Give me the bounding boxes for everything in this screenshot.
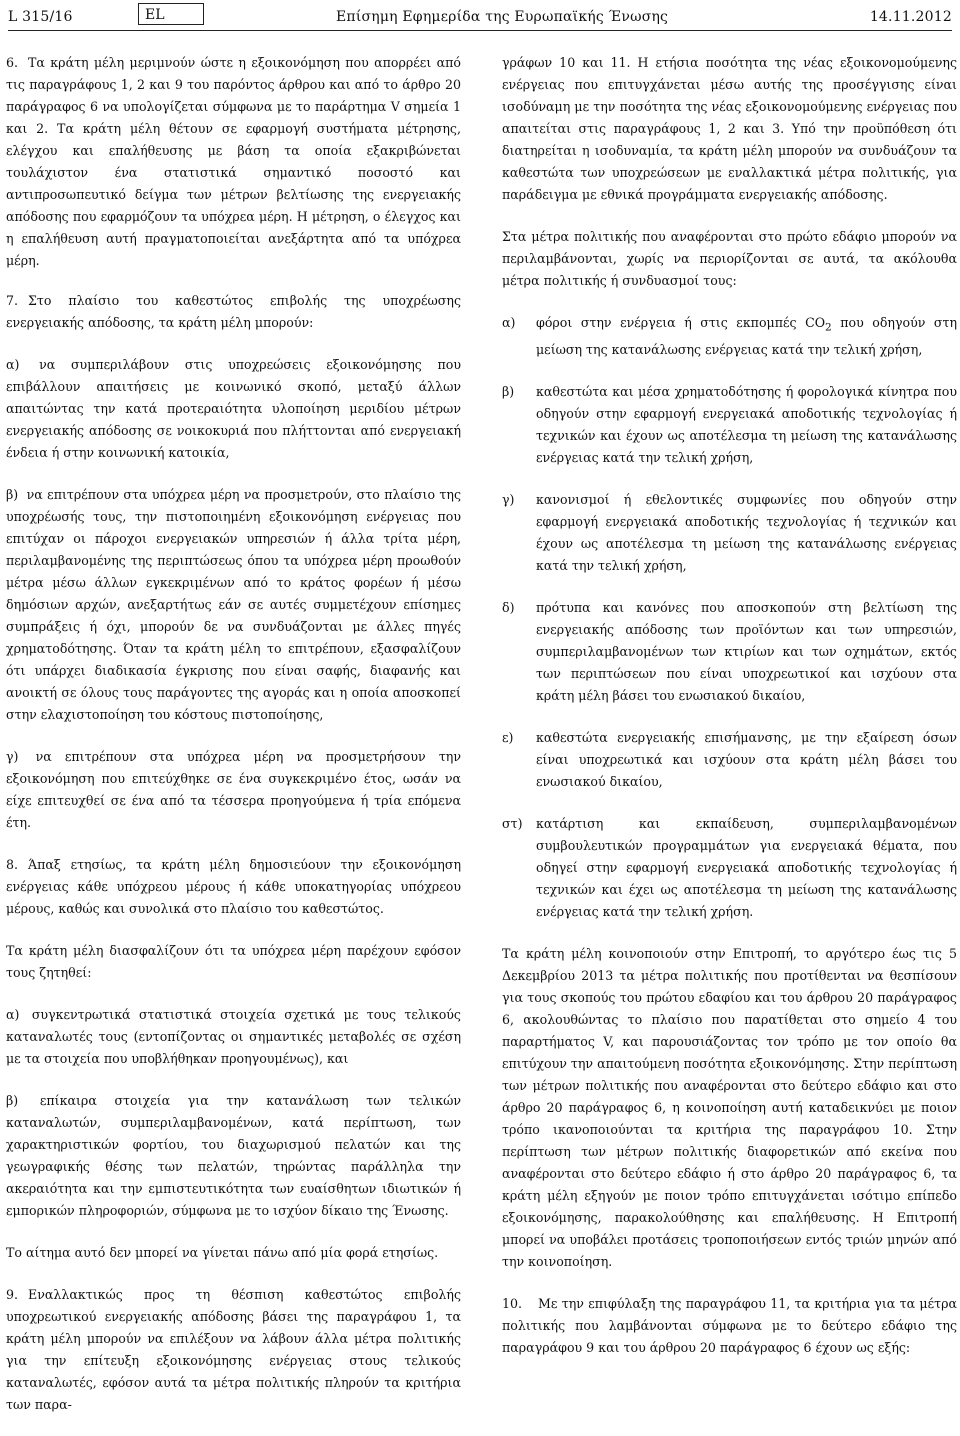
page-header bbox=[8, 3, 952, 27]
language-code-box bbox=[138, 3, 204, 25]
item-marker: β) bbox=[502, 383, 515, 399]
language-code: EL bbox=[145, 7, 165, 23]
paragraph-7 bbox=[6, 290, 461, 334]
item-text: συγκεντρωτικά στατιστικά στοιχεία σχετικά με τους τελικούς καταναλωτές τους (εντοπίζοντας οι σημαντικές μεταβολές σε σχέση με τα στοιχεία που υποβλήθηκαν προηγουμένως), και bbox=[6, 1007, 461, 1066]
list-item bbox=[502, 312, 957, 361]
paragraph-8-subparagraph: Τα κράτη μέλη διασφαλίζουν ότι τα υπόχρεα μέρη παρέχουν εφόσον τους ζητηθεί: bbox=[6, 943, 461, 980]
paragraph-8 bbox=[6, 854, 461, 920]
paragraph-text: Τα κράτη μέλη μεριμνούν ώστε η εξοικονόμηση που απορρέει από τις παραγράφους 1, 2 και 9 του παρόντος άρθρου και από το άρθρο 20 παράγραφος 6 να υπολογίζεται σύμφωνα με το παράρτημα V σημεία 1 και 2. Τα κράτη μέλη θέτουν σε εφαρμογή συστήματα μέτρησης, ελέγχου και επαλήθευσης με βάση τα οποία εξακριβώνεται τουλάχιστον ένα στατιστικά σημαντικό ποσοστό και αντιπροσωπευτικό δείγμα των μέτρων βελτίωσης της ενεργειακής απόδοσης που εφαρμόζουν τα υπόχρεα μέρη. Η μέτρηση, ο έλεγχος και η επαλήθευση αυτή πραγματοποιείται ανεξάρτητα από τα υπόχρεα μέρη. bbox=[6, 55, 461, 268]
item-marker: β) bbox=[6, 487, 19, 502]
item-marker: β) bbox=[6, 1093, 19, 1108]
publication-date: 14.11.2012 bbox=[869, 9, 952, 25]
item-text: καθεστώτα και μέσα χρηματοδότησης ή φορολογικά κίνητρα που οδηγούν στην εφαρμογή ενεργειακά αποδοτικής τεχνολογίας ή τεχνικών και έχουν ως αποτέλεσμα τη μείωση της κατανάλωσης ενέργειας κατά την τελική χρήση, bbox=[536, 383, 957, 465]
paragraph-9 bbox=[6, 1284, 461, 1416]
list-item bbox=[502, 381, 957, 469]
paragraph-number: 7. bbox=[6, 293, 19, 308]
list-item bbox=[6, 1004, 461, 1070]
list-item bbox=[502, 597, 957, 707]
paragraph-9-continued: γράφων 10 και 11. Η ετήσια ποσότητα της νέας εξοικονομούμενης ενέργειας που επιτυγχάνεται μέσω αυτής της προσέγγισης είναι ισοδύναμη με την ποσότητα της νέας εξοικονομούμενης ενέργειας που απαιτείται στις παραγράφους 1, 2 και 3. Υπό την προϋπόθεση ότι διατηρείται η ισοδυναμία, τα κράτη μέλη μπορούν να συνδυάζουν τα καθεστώτα των υποχρεώσεων με εναλλακτικά μέτρα πολιτικής, για παράδειγμα με εθνικά προγράμματα ενεργειακής απόδοσης. bbox=[502, 55, 957, 202]
paragraph-6 bbox=[6, 52, 461, 272]
item-marker: δ) bbox=[502, 599, 515, 615]
list-item bbox=[502, 489, 957, 577]
paragraph-text: Άπαξ ετησίως, τα κράτη μέλη δημοσιεύουν την εξοικονόμηση ενέργειας κάθε υπόχρεου μέρους ή κάθε υποκατηγορίας υπόχρεου μέρους, καθώς και συνολικά στο πλαίσιο του καθεστώτος. bbox=[6, 857, 461, 916]
paragraph-text: Εναλλακτικώς προς τη θέσπιση καθεστώτος επιβολής υποχρεωτικού ενεργειακής απόδοσης βάσει της παραγράφου 1, τα κράτη μέλη μπορούν να επιλέξουν να λάβουν άλλα μέτρα πολιτικής για την επίτευξη εξοικονόμησης ενέργειας στους τελικούς καταναλωτές, εφόσον αυτά τα μέτρα πολιτικής πληρούν τα κριτήρια των παρα- bbox=[6, 1287, 461, 1412]
subscript-2: 2 bbox=[825, 321, 832, 334]
item-text: πρότυπα και κανόνες που αποσκοπούν στη βελτίωση της ενεργειακής απόδοσης των προϊόντων και των υπηρεσιών, συμπεριλαμβανομένων των κτιρίων και των οχημάτων, εκτός των περιπτώσεων που είναι υποχρεωτικοί και ισχύουν στα κράτη μέλη βάσει του ενωσιακού δικαίου, bbox=[536, 599, 957, 703]
item-text: να επιτρέπουν στα υπόχρεα μέρη να προσμετρούν, στο πλαίσιο της υποχρέωσής τους, την πιστοποιημένη εξοικονόμηση ενέργειας που επιτύχαν οι πάροχοι ενεργειακών υπηρεσιών ή άλλα τρίτα μέρη, περιλαμβανομένης της περιπτώσεως όπου τα υπόχρεα μέρη προωθούν μέτρα μέσω άλλων εγκεκριμένων από το κράτος φορέων ή μέσω δημόσιων αρχών, ανεξαρτήτως εάν σε αυτές συμμετέχουν επίσημες συμπράξεις ή όχι, μπορούν δε να συνδυάζονται με άλλες πηγές χρηματοδότησης. Όταν τα κράτη μέλη το επιτρέπουν, εξασφαλίζουν ότι υπάρχει διαδικασία έγκρισης που είναι σαφής, διαφανής και ανοικτή σε όλους τους παράγοντες της αγοράς και η οποία αποσκοπεί στην ελαχιστοποίηση του κόστους πιστοποίησης, bbox=[6, 487, 461, 722]
item-marker: γ) bbox=[502, 491, 515, 507]
paragraph-number: 8. bbox=[6, 857, 19, 872]
item-text: καθεστώτα ενεργειακής επισήμανσης, με την εξαίρεση όσων είναι υποχρεωτικά και ισχύουν στα κράτη μέλη βάσει του ενωσιακού δικαίου, bbox=[536, 729, 957, 789]
paragraph-number: 9. bbox=[6, 1287, 19, 1302]
item-marker: στ) bbox=[502, 815, 523, 831]
policy-measures-intro: Στα μέτρα πολιτικής που αναφέρονται στο πρώτο εδάφιο μπορούν να περιλαμβάνονται, χωρίς να περιορίζονται σε αυτά, τα ακόλουθα μέτρα πολιτικής ή συνδυασμοί τους: bbox=[502, 229, 957, 288]
item-text: να συμπεριλάβουν στις υποχρεώσεις εξοικονόμησης που επιβάλλουν απαιτήσεις με κοινωνικό σκοπό, μεταξύ άλλων απαιτώντας την κατά προτεραιότητα υλοποίηση μεριδίου μέτρων ενεργειακής απόδοσης σε νοικοκυριά που πλήττονται από ενεργειακή ένδεια ή στην κοινωνική κατοικία, bbox=[6, 357, 461, 460]
list-item bbox=[6, 484, 461, 726]
item-text: κατάρτιση και εκπαίδευση, συμπεριλαμβανομένων συμβουλευτικών προγραμμάτων για ενεργειακά θέματα, που οδηγεί στην εφαρμογή ενεργειακά αποδοτικής τεχνολογίας ή τεχνικών και έχει ως αποτέλεσμα τη μείωση της κατανάλωσης ενέργειας κατά την τελική χρήση. bbox=[536, 815, 957, 919]
item-text-continued: που οδηγούν στη μείωση της κατανάλωσης ενέργειας κατά την τελική χρήση, bbox=[536, 315, 957, 357]
journal-title: Επίσημη Εφημερίδα της Ευρωπαϊκής Ένωσης bbox=[336, 9, 669, 25]
item-text: να επιτρέπουν στα υπόχρεα μέρη να προσμετρήσουν την εξοικονόμηση που επιτεύχθηκε σε ένα συγκεκριμένο έτος, ωσάν να είχε επιτευχθεί σε ένα από τα τέσσερα προηγούμενα ή τρία επόμενα έτη. bbox=[6, 749, 461, 830]
paragraph-text: Στο πλαίσιο του καθεστώτος επιβολής της υποχρέωσης ενεργειακής απόδοσης, τα κράτη μέλη μπορούν: bbox=[6, 293, 461, 330]
paragraph-10 bbox=[502, 1293, 957, 1359]
paragraph-text: Με την επιφύλαξη της παραγράφου 11, τα κριτήρια για τα μέτρα πολιτικής που λαμβάνονται σύμφωνα με το δεύτερο εδάφιο της παραγράφου 9 και του άρθρου 20 παράγραφος 6 έχουν ως εξής: bbox=[502, 1295, 957, 1355]
paragraph-number: 10. bbox=[502, 1295, 523, 1311]
item-marker: γ) bbox=[6, 749, 19, 764]
paragraph-8-closing: Το αίτημα αυτό δεν μπορεί να γίνεται πάνω από μία φορά ετησίως. bbox=[6, 1245, 439, 1260]
journal-reference: L 315/16 bbox=[8, 9, 73, 25]
item-marker: ε) bbox=[502, 729, 514, 745]
list-item bbox=[6, 746, 461, 834]
list-item bbox=[502, 727, 957, 793]
item-text: κανονισμοί ή εθελοντικές συμφωνίες που οδηγούν στην εφαρμογή ενεργειακά αποδοτικής τεχνολογίας ή τεχνικών και έχουν ως αποτέλεσμα τη μείωση της κατανάλωσης ενέργειας κατά την τελική χρήση, bbox=[536, 491, 957, 573]
left-column bbox=[6, 52, 461, 1436]
list-item bbox=[502, 813, 957, 923]
notification-paragraph: Τα κράτη μέλη κοινοποιούν στην Επιτροπή, το αργότερο έως τις 5 Δεκεμβρίου 2013 τα μέτρα πολιτικής που προτίθενται να θεσπίσουν για τους σκοπούς του πρώτου εδαφίου και του άρθρου 20 παράγραφος 6, ακολουθώντας το πλαίσιο που παρατίθεται στο σημείο 4 του παραρτήματος V, και παρουσιάζοντας τον τρόπο με τον οποίο θα επιτύχουν την απαιτούμενη ποσότητα εξοικονόμησης. Στην περίπτωση των μέτρων πολιτικής που αναφέρονται στο δεύτερο εδάφιο και στο άρθρο 20 παράγραφος 6, η κοινοποίηση αυτή καταδεικνύει με ποιον τρόπο ικανοποιούνται τα κριτήρια της παραγράφου 10. Στην περίπτωση των μέτρων πολιτικής διαφορετικών από εκείνα που αναφέρονται στο δεύτερο εδάφιο ή στο άρθρο 20 παράγραφος 6, τα κράτη μέλη εξηγούν με ποιον τρόπο επιτυγχάνεται ισότιμο επίπεδο εξοικονόμησης, παρακολούθησης και επαλήθευσης. Η Επιτροπή μπορεί να υποβάλει προτάσεις τροποποιήσεων εντός τριών μηνών από την κοινοποίηση. bbox=[502, 945, 957, 1269]
item-text: επίκαιρα στοιχεία για την κατανάλωση των τελικών καταναλωτών, συμπεριλαμβανομένων, κατά περίπτωση, των χαρακτηριστικών φορτίου, του διαχωρισμού πελατών και της γεωγραφικής θέσης των πελατών, τηρώντας παράλληλα την ακεραιότητα και την εμπιστευτικότητα των ευαίσθητων ιδιωτικών ή εμπορικών πληροφοριών, σύμφωνα με το ισχύον δίκαιο της Ένωσης. bbox=[6, 1093, 461, 1218]
item-marker: α) bbox=[6, 357, 20, 372]
item-marker: α) bbox=[6, 1007, 20, 1022]
paragraph-number: 6. bbox=[6, 55, 19, 70]
list-item bbox=[6, 354, 461, 464]
list-item bbox=[6, 1090, 461, 1222]
right-column bbox=[502, 52, 957, 1379]
item-text: φόροι στην ενέργεια ή στις εκπομπές CO bbox=[536, 315, 826, 330]
item-marker: α) bbox=[502, 315, 516, 330]
header-divider bbox=[8, 30, 952, 31]
